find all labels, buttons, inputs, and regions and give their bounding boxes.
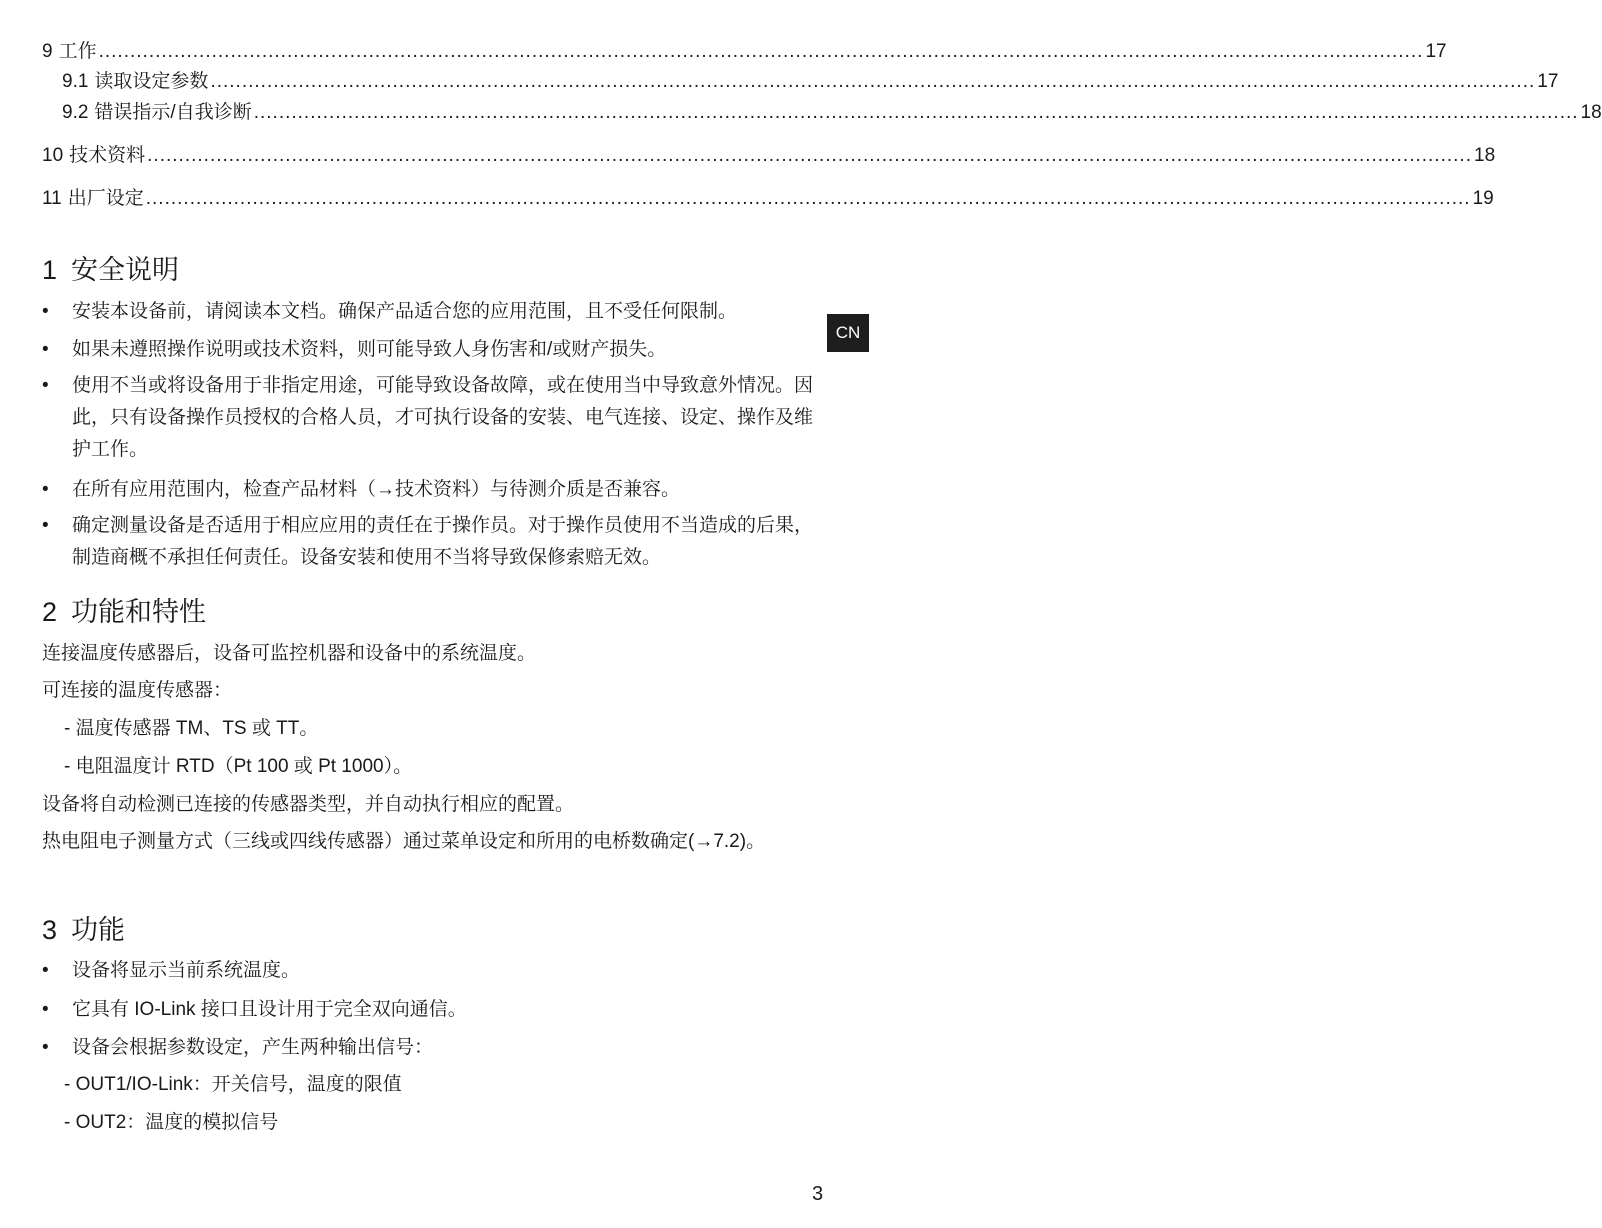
section-title: 功能 [71,915,126,945]
section-heading [42,914,125,946]
toc-entry-number: 9.2 [62,102,89,123]
bullet-item [42,955,832,987]
bullet-text: 设备将显示当前系统温度。 [72,960,301,981]
bullet-dot-icon: • [42,1037,49,1058]
bullet-item [42,334,832,366]
bullet-dot-icon: • [42,339,49,360]
section-title: 安全说明 [71,255,180,285]
bullet-item [42,1032,832,1064]
section-heading [42,596,206,628]
bullet-dot-icon: • [42,479,49,500]
bullet-dot-icon: • [42,999,49,1020]
toc-entry-number: 11 [42,188,62,209]
toc-entry-title: 读取设定参数 [94,71,209,92]
sub-list-item: - 温度传感器 TM、TS 或 TT。 [64,718,319,739]
language-tab[interactable]: CN [827,314,869,352]
bullet-text: 如果未遵照操作说明或技术资料，则可能导致人身伤害和/或财产损失。 [72,339,667,360]
toc-entry-page: 18 [1474,145,1496,166]
toc-entry-title: 工作 [58,41,97,62]
bullet-dot-icon: • [42,301,49,322]
bullet-item [42,296,832,328]
bullet-text: 它具有 IO-Link 接口且设计用于完全双向通信。 [72,999,467,1020]
section-number: 2 [42,597,58,627]
bullet-item [42,510,822,574]
bullet-dot-icon: • [42,515,49,536]
bullet-dot-icon: • [42,375,49,396]
toc-entry-page: 18 [1580,102,1602,123]
bullet-text: 在所有应用范围内，检查产品材料（→技术资料）与待测介质是否兼容。 [72,479,681,500]
bullet-item [42,474,832,506]
section-number: 1 [42,255,58,285]
section-title: 功能和特性 [71,597,207,627]
page-number: 3 [812,1183,824,1205]
toc-entry-title: 错误指示/自我诊断 [94,102,252,123]
bullet-text: 安装本设备前，请阅读本文档。确保产品适合您的应用范围，且不受任何限制。 [72,301,738,322]
toc-entry-number: 9.1 [62,71,89,92]
toc-entry-number: 9 [42,41,53,62]
bullet-text: 使用不当或将设备用于非指定用途，可能导致设备故障，或在使用当中导致意外情况。因此，只有设备操作员授权的合格人员，才可执行设备的安装、电气连接、设定、操作及维护工作。 [72,375,814,460]
bullet-item [42,370,822,466]
sub-list-item: - OUT1/IO-Link：开关信号，温度的限值 [64,1074,402,1095]
sub-list-item: - OUT2：温度的模拟信号 [64,1112,279,1133]
toc-dot-leader: ................................................................................................................................................................................................................... [145,188,1471,209]
bullet-text: 确定测量设备是否适用于相应应用的责任在于操作员。对于操作员使用不当造成的后果，制造商概不承担任何责任。设备安装和使用不当将导致保修索赔无效。 [72,515,814,568]
toc-entry-title: 出厂设定 [67,188,144,209]
toc-entry[interactable] [42,40,1447,64]
paragraph: 连接温度传感器后，设备可监控机器和设备中的系统温度。 [42,643,537,664]
paragraph: 可连接的温度传感器： [42,680,233,701]
toc-entry-page: 17 [1425,41,1447,62]
paragraph: 设备将自动检测已连接的传感器类型，并自动执行相应的配置。 [42,794,575,815]
toc-entry-number: 10 [42,145,64,166]
bullet-dot-icon: • [42,960,49,981]
bullet-item [42,994,832,1026]
toc-entry-title: 技术资料 [69,145,146,166]
toc-entry[interactable] [42,187,1494,211]
toc-entry[interactable] [42,144,1496,168]
toc-dot-leader: ................................................................................................................................................................................................................... [253,102,1579,123]
sub-list-item: - 电阻温度计 RTD（Pt 100 或 Pt 1000）。 [64,756,413,777]
toc-dot-leader: ................................................................................................................................................................................................................... [210,71,1536,92]
toc-entry-page: 19 [1472,188,1494,209]
toc-dot-leader: ................................................................................................................................................................................................................... [98,41,1424,62]
paragraph: 热电阻电子测量方式（三线或四线传感器）通过菜单设定和所用的电桥数确定(→7.2)。 [42,831,766,852]
toc-entry[interactable] [62,70,1559,94]
section-heading [42,254,179,286]
bullet-text: 设备会根据参数设定，产生两种输出信号： [72,1037,434,1058]
section-number: 3 [42,915,58,945]
toc-dot-leader: ................................................................................................................................................................................................................... [147,145,1472,166]
toc-entry-page: 17 [1537,71,1559,92]
toc-entry[interactable] [62,101,1602,125]
